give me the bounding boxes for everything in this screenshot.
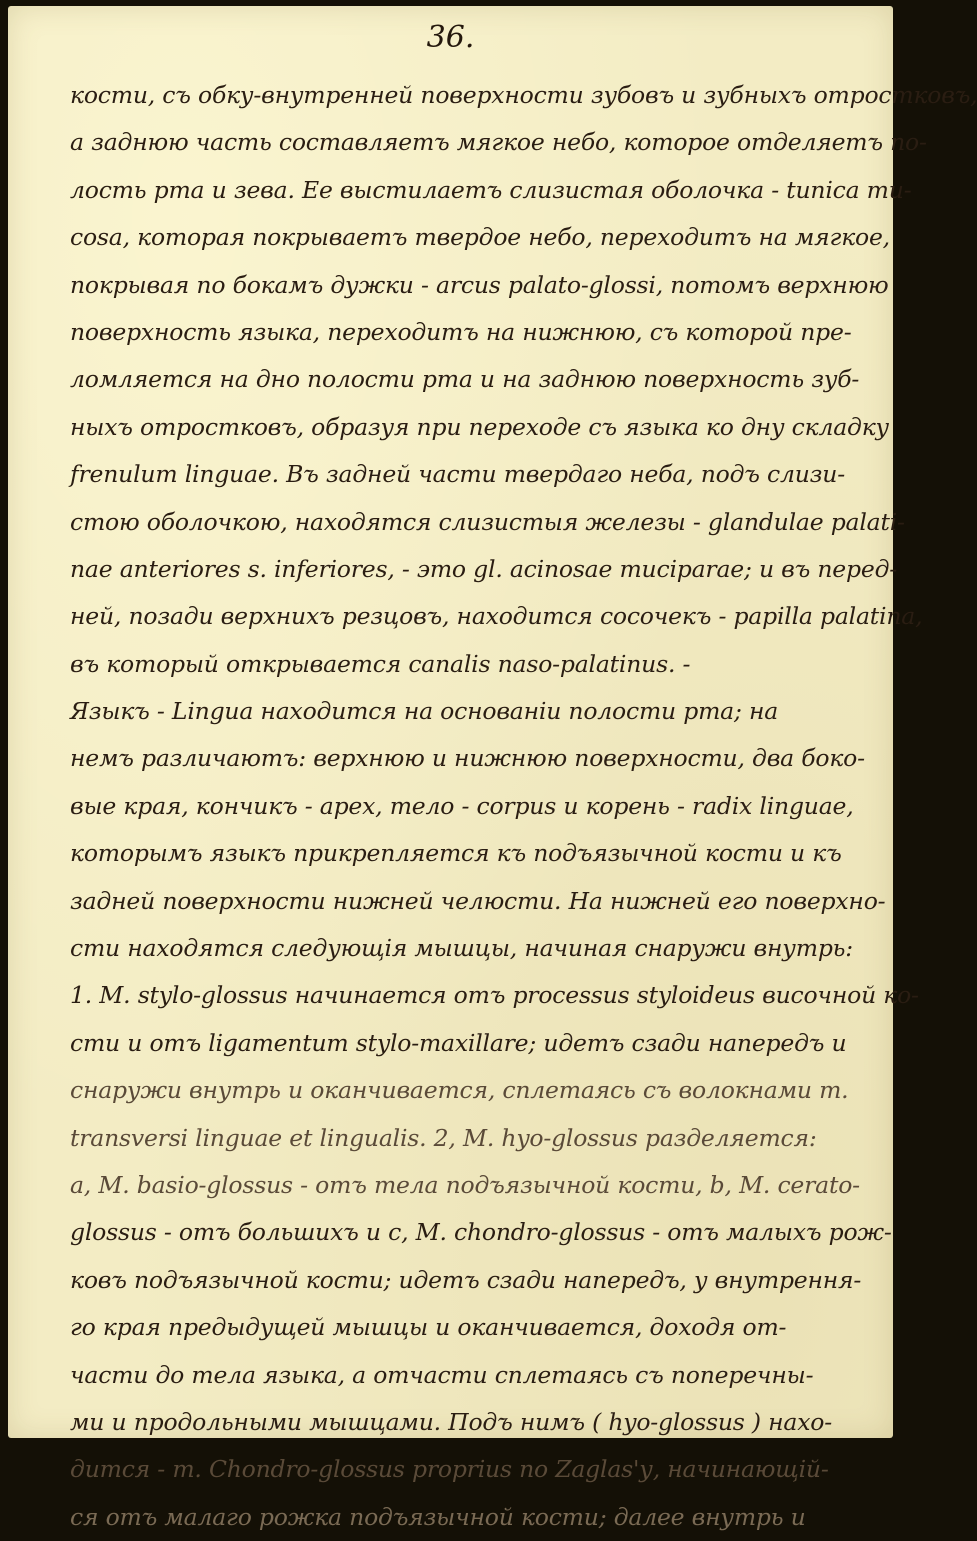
- text-line: немъ различаютъ: верхнюю и нижнюю поверхности, два боко-: [70, 744, 865, 773]
- text-line: вые края, кончикъ - apex, тело - corpus и корень - radix linguae,: [70, 791, 854, 820]
- text-line: покрывая по бокамъ дужки - arcus palato-glossi, потомъ верхнюю: [70, 270, 889, 299]
- text-line: поверхность языка, переходитъ на нижнюю, съ которой пре-: [70, 317, 852, 346]
- text-line: ныхъ отростковъ, образуя при переходе съ языка ко дну складку: [70, 412, 889, 441]
- text-line: ней, позади верхнихъ резцовъ, находится сосочекъ - papilla palatina,: [70, 602, 923, 631]
- text-line: части до тела языка, а отчасти сплетаясь съ поперечны-: [70, 1360, 814, 1389]
- text-line: кости, съ обку-внутренней поверхности зубовъ и зубныхъ отростковъ,: [70, 81, 977, 109]
- text-line: ся отъ малаго рожка подъязычной кости; далее внутрь и: [70, 1502, 806, 1531]
- text-line: го края предыдущей мышцы и оканчивается, доходя от-: [70, 1313, 787, 1342]
- text-line: задней поверхности нижней челюсти. На нижней его поверхно-: [70, 886, 886, 915]
- text-line: снаружи внутрь и оканчивается, сплетаясь съ волокнами m.: [70, 1076, 849, 1105]
- text-line: сти находятся следующія мышцы, начиная снаружи внутрь:: [70, 934, 853, 963]
- text-line: 1. M. stylo-glossus начинается отъ processus styloideus височной ко-: [70, 981, 919, 1010]
- page-number: 36.: [426, 20, 475, 55]
- text-line: сти и отъ ligamentum stylo-maxillare; идетъ сзади напередъ и: [70, 1028, 847, 1057]
- text-line: frenulum linguae. Въ задней части твердаго неба, подъ слизи-: [70, 460, 845, 489]
- manuscript-page: [8, 6, 977, 1531]
- text-line: glossus - отъ большихъ и c, M. chondro-glossus - отъ малыхъ рож-: [70, 1218, 892, 1247]
- text-line: дится - m. Chondro-glossus proprius по Zaglas'у, начинающій-: [70, 1455, 829, 1484]
- text-line: въ который открывается canalis naso-palatinus. -: [70, 649, 691, 678]
- text-line: Языкъ - Lingua находится на основаніи полости рта; на: [70, 697, 779, 726]
- text-line: cosa, которая покрываетъ твердое небо, переходитъ на мягкое,: [70, 223, 890, 252]
- text-line: а заднюю часть составляетъ мягкое небо, которое отделяетъ по-: [70, 128, 927, 157]
- text-line: nae anteriores s. inferiores, - это gl. acinosae muciparae; и въ перед-: [70, 554, 898, 583]
- text-line: ми и продольными мышцами. Подъ нимъ ( hyo-glossus ) нахо-: [70, 1407, 832, 1436]
- text-line: стою оболочкою, находятся слизистыя железы - glandulae palati-: [70, 507, 905, 536]
- text-line: transversi linguae et lingualis. 2, M. hyo-glossus разделяется:: [70, 1123, 817, 1152]
- text-line: ковъ подъязычной кости; идетъ сзади напередъ, у внутрення-: [70, 1265, 862, 1294]
- text-line: которымъ языкъ прикрепляется къ подъязычной кости и къ: [70, 839, 842, 868]
- text-line: a, M. basio-glossus - отъ тела подъязычной кости, b, M. cerato-: [70, 1170, 860, 1199]
- text-line: лость рта и зева. Ее выстилаетъ слизистая оболочка - tunica mu-: [70, 175, 912, 204]
- text-line: ломляется на дно полости рта и на заднюю поверхность зуб-: [70, 365, 860, 394]
- manuscript-text: [70, 72, 977, 1541]
